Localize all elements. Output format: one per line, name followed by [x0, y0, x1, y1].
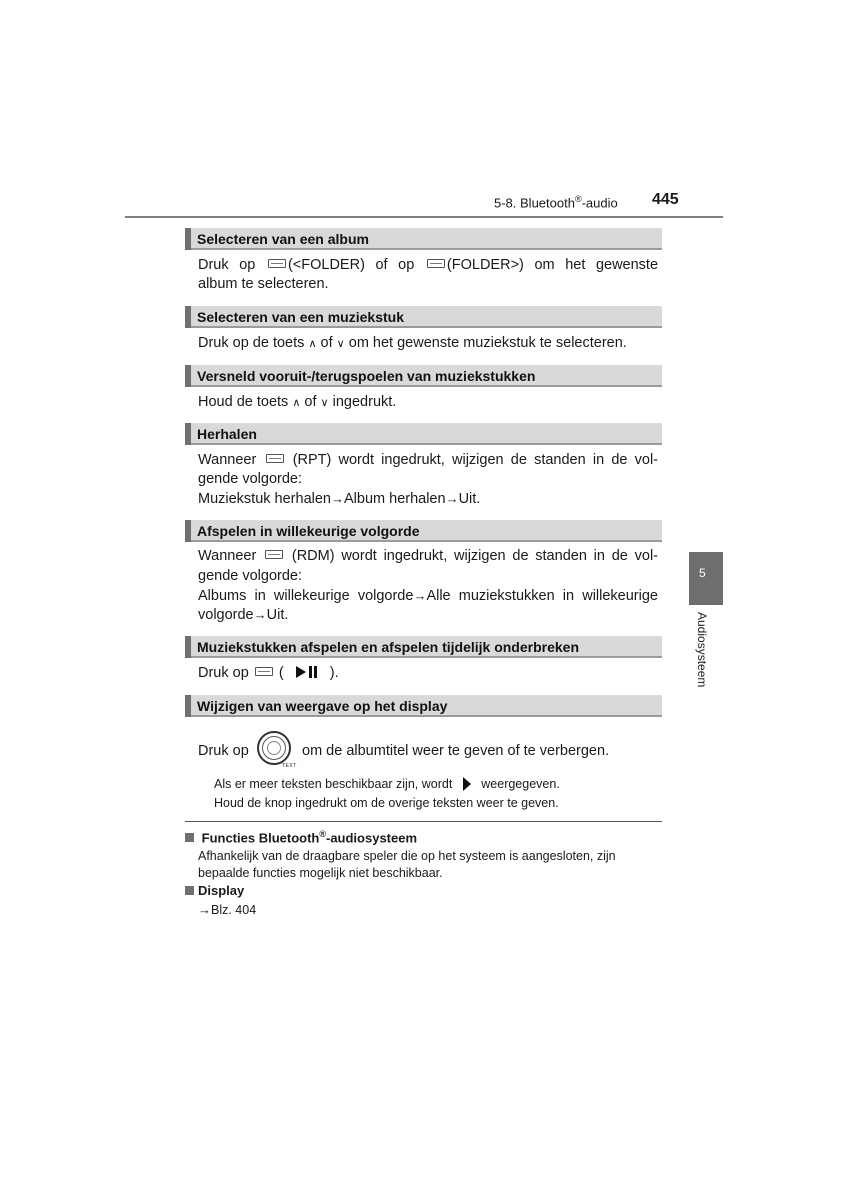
- section-header-play: [185, 636, 662, 658]
- chapter-tab: [689, 552, 723, 605]
- text: of: [320, 335, 333, 351]
- square-bullet-icon: [185, 833, 194, 842]
- section-header-display: [185, 695, 662, 717]
- subsection-display-ref[interactable]: [198, 902, 658, 919]
- section-marker: [185, 306, 191, 328]
- repeat-line-2: gende volgorde:: [198, 471, 302, 487]
- page-reference-link[interactable]: Blz. 404: [211, 903, 257, 917]
- chapter-tab-label: Audiosysteem: [695, 612, 709, 688]
- section-title: Selecteren van een muziekstuk: [197, 309, 404, 325]
- text: Wanneer: [198, 548, 257, 564]
- section-title: Versneld vooruit-/terugspoelen van muziekstukken: [197, 368, 536, 384]
- section-title: Afspelen in willekeurige volgorde: [197, 523, 420, 539]
- text: Muziekstuk herhalen: [198, 491, 331, 507]
- chapter-tab-number: 5: [699, 566, 706, 580]
- text: (<FOLDER) of op: [287, 257, 415, 273]
- text: Druk op de toets: [198, 335, 305, 351]
- arrow-icon: →: [445, 491, 459, 506]
- text: ).: [329, 665, 339, 681]
- random-line-1: [198, 547, 658, 567]
- text: Alle muziekstukken in willekeurige: [426, 588, 658, 604]
- chapter-title-suffix: -audio: [581, 195, 618, 211]
- section-marker: [185, 520, 191, 542]
- text: Album herhalen: [344, 491, 446, 507]
- section-header-repeat: [185, 423, 662, 445]
- text: Albums in willekeurige volgorde: [198, 588, 414, 604]
- header-divider: [125, 216, 723, 218]
- text: (: [278, 665, 284, 681]
- text: Wanneer: [198, 452, 257, 468]
- section-marker: [185, 423, 191, 445]
- text: Houd de toets: [198, 394, 289, 410]
- play-line-1: [198, 664, 658, 684]
- up-caret-icon: ∧: [292, 397, 301, 409]
- folder-down-button-icon: [268, 259, 286, 268]
- section-header-fast: [185, 365, 662, 387]
- section-header-random: [185, 520, 662, 542]
- section-marker: [185, 636, 191, 658]
- display-note-2: Houd de knop ingedrukt om de overige teksten weer te geven.: [214, 796, 559, 810]
- album-line-2: album te selecteren.: [198, 276, 329, 292]
- down-caret-icon: ∨: [336, 338, 345, 350]
- play-pause-icon: [294, 665, 320, 679]
- subsection-functions-title: [185, 829, 417, 845]
- rdm-button-icon: [265, 550, 283, 559]
- arrow-icon: →: [198, 902, 211, 917]
- registered-mark: ®: [574, 194, 582, 204]
- display-line-1-a: Druk op: [198, 743, 249, 759]
- track-line-1: [198, 334, 658, 355]
- play-button-icon: [255, 667, 273, 676]
- display-note-1: [214, 776, 560, 792]
- section-title: Selecteren van een album: [197, 231, 369, 247]
- text: Uit.: [458, 491, 481, 507]
- chapter-title: [494, 194, 618, 210]
- fast-line-1: [198, 393, 658, 414]
- arrow-icon: →: [331, 491, 344, 506]
- text: Druk op: [198, 665, 249, 681]
- display-line-1-b: om de albumtitel weer te geven of te verbergen.: [302, 743, 610, 759]
- text: (FOLDER>) om het gewenste: [446, 257, 659, 273]
- text: Als er meer teksten beschikbaar zijn, wordt: [214, 777, 453, 791]
- text: Display: [198, 883, 245, 898]
- chapter-title-text: 5-8. Bluetooth: [494, 195, 575, 211]
- section-header-album: [185, 228, 662, 250]
- repeat-line-1: [198, 451, 658, 471]
- registered-mark: ®: [319, 829, 326, 839]
- down-caret-icon: ∨: [320, 397, 329, 409]
- section-title: Muziekstukken afspelen en afspelen tijdelijk onderbreken: [197, 639, 580, 655]
- more-text-arrow-icon: [460, 776, 474, 792]
- section-marker: [185, 365, 191, 387]
- subsection-display-title: [185, 883, 244, 898]
- random-line-3: [198, 586, 658, 607]
- square-bullet-icon: [185, 886, 194, 895]
- up-caret-icon: ∧: [308, 338, 317, 350]
- section-header-track: [185, 306, 662, 328]
- text: om het gewenste muziekstuk te selecteren.: [348, 335, 627, 351]
- album-line-1: [198, 256, 658, 276]
- section-marker: [185, 228, 191, 250]
- text: Druk op: [198, 257, 256, 273]
- text: Functies Bluetooth: [201, 830, 320, 846]
- repeat-line-3: [198, 489, 658, 510]
- folder-up-button-icon: [427, 259, 445, 268]
- section-marker: [185, 695, 191, 717]
- text: ingedrukt.: [332, 394, 397, 410]
- rpt-button-icon: [266, 454, 284, 463]
- page-number: 445: [652, 191, 679, 208]
- text: -audiosysteem: [325, 830, 418, 846]
- arrow-icon: →: [253, 607, 267, 622]
- text: (RDM) wordt ingedrukt, wijzigen de standen in de vol-: [291, 548, 658, 564]
- section-title: Wijzigen van weergave op het display: [197, 698, 448, 714]
- text: weergegeven.: [481, 777, 560, 791]
- section-title: Herhalen: [197, 426, 257, 442]
- text: (RPT) wordt ingedrukt, wijzigen de standen in de vol-: [292, 452, 659, 468]
- knob-label: TEXT: [282, 763, 297, 769]
- text: volgorde: [198, 607, 254, 623]
- random-line-2: gende volgorde:: [198, 568, 302, 584]
- text: Uit.: [266, 607, 289, 623]
- subsection-functions-text: Afhankelijk van de draagbare speler die op het systeem is aangesloten, zijn bepaalde functies mogelijk niet beschikbaar.: [198, 849, 616, 880]
- subsection-divider: [185, 821, 662, 822]
- text: of: [304, 394, 317, 410]
- random-line-4: [198, 605, 658, 626]
- arrow-icon: →: [413, 588, 427, 603]
- text-knob-icon: [257, 731, 291, 765]
